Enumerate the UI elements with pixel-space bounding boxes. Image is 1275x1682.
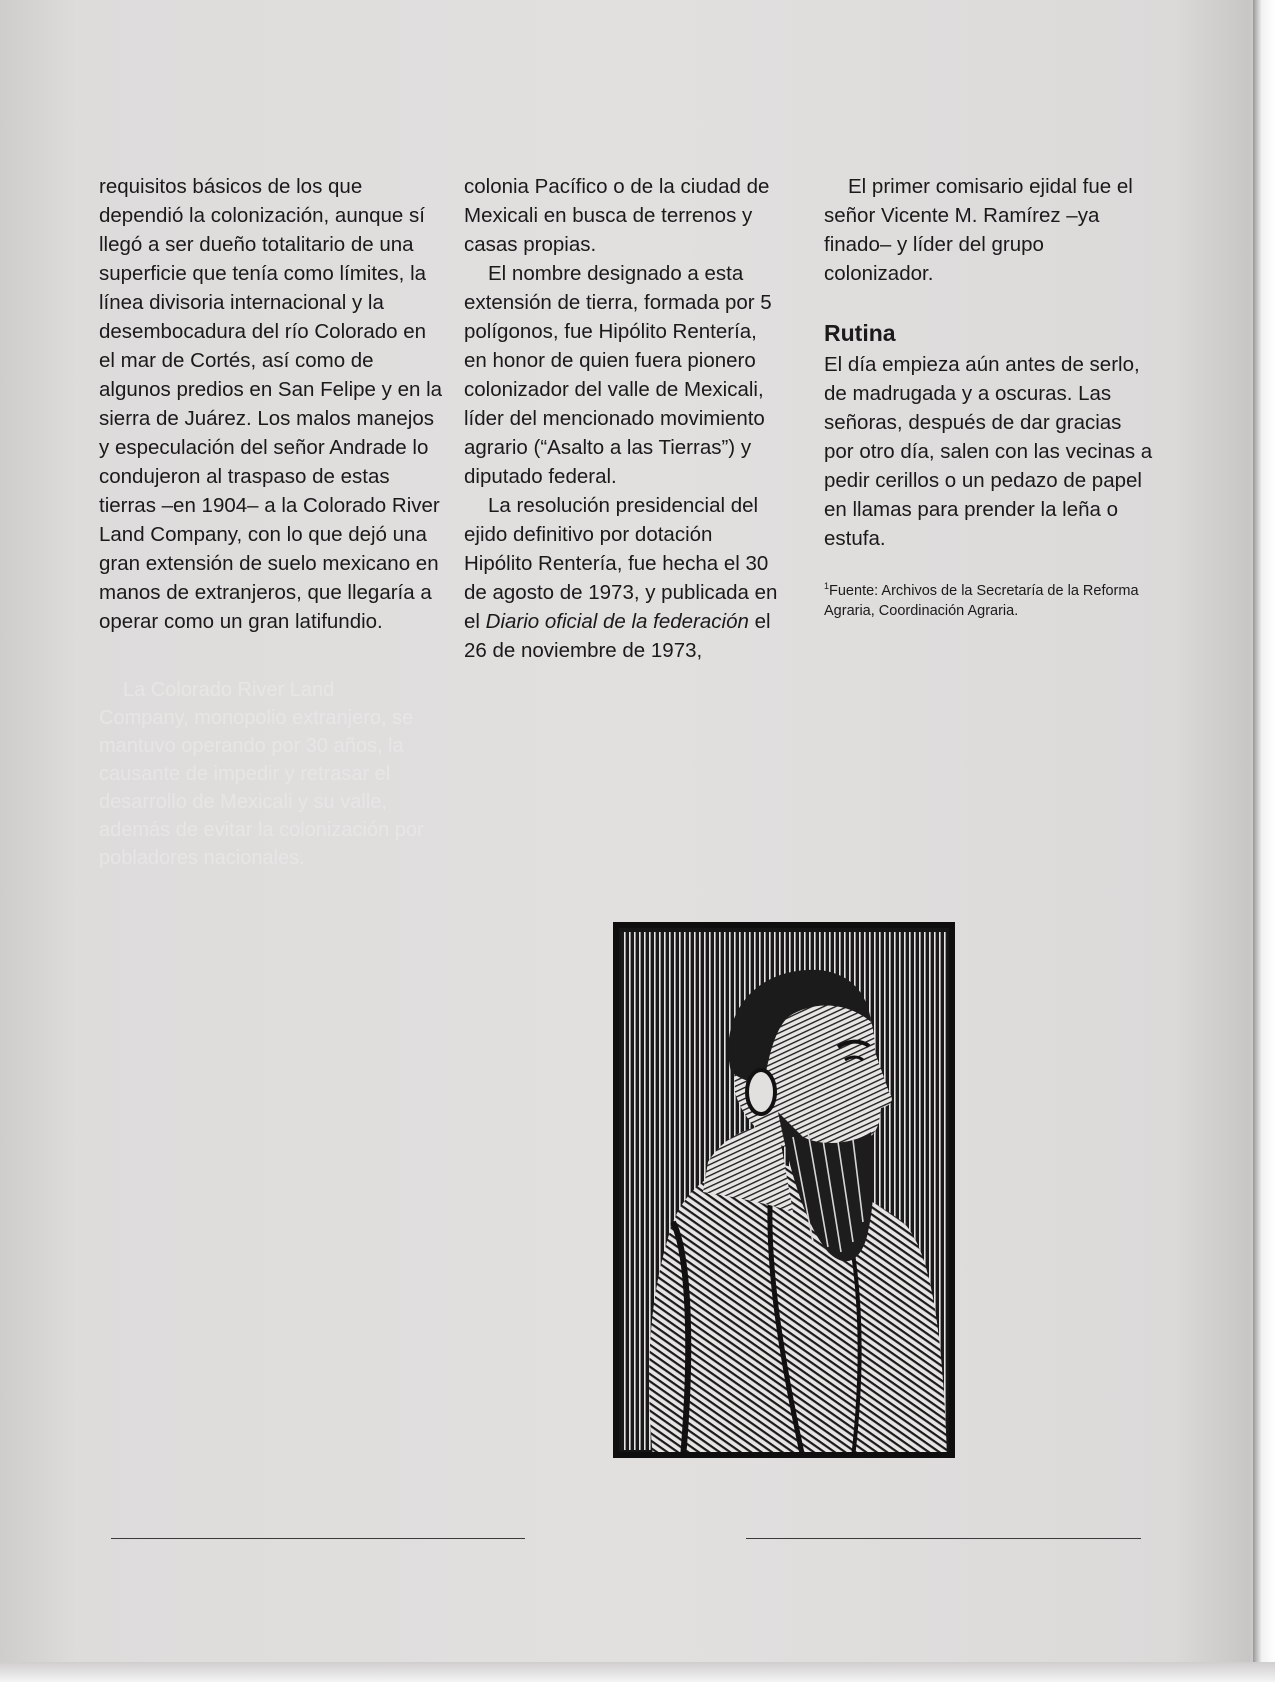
column2-paragraph-3 <box>464 491 784 665</box>
footnote <box>824 581 1154 621</box>
text-column-2 <box>464 172 784 665</box>
footer-rule-right <box>746 1538 1141 1539</box>
column3-paragraph-2: El día empieza aún antes de serlo, de madrugada y a oscuras. Las señoras, después de dar gracias por otro día, salen con las vecinas a pedir cerillos o un pedazo de papel en llamas para prender la leña o estufa. <box>824 353 1153 550</box>
woodcut-portrait-image <box>613 922 955 1458</box>
column2-paragraph-3-end: el 26 de noviembre de 1973, <box>464 610 771 662</box>
footer-rule-left <box>111 1538 525 1539</box>
scan-edge-bottom <box>0 1662 1275 1682</box>
footnote-text: Fuente: Archivos de la Secretaría de la Reforma Agraria, Coordinación Agraria. <box>824 583 1139 619</box>
column2-paragraph-3-start: La resolución presidencial del ejido definitivo por dotación Hipólito Rentería, fue hecha el 30 de agosto de 1973, y publicada en el <box>464 494 778 633</box>
show-through-text: La Colorado River Land Company, monopolio extranjero, se mantuvo operando por 30 años, la causante de impedir y retrasar el desarrollo de Mexicali y su valle, además de evitar la colonización por pobladores nacionales. <box>99 679 424 869</box>
column3-paragraph-1: El primer comisario ejidal fue el señor Vicente M. Ramírez –ya finado– y líder del grupo colonizador. <box>824 175 1133 285</box>
column1-paragraph-1: requisitos básicos de los que dependió la colonización, aunque sí llegó a ser dueño totalitario de una superficie que tenía como límites, la línea divisoria internacional y la desembocadura del río Colorado en el mar de Cortés, así como de algunos predios en San Felipe y en la sierra de Juárez. Los malos manejos y especulación del señor Andrade lo condujeron al traspaso de estas tierras –en 1904– a la Colorado River Land Company, con lo que dejó una gran extensión de suelo mexicano en manos de extranjeros, que llegaría a operar como un gran latifundio. <box>99 175 443 633</box>
portrait-icon <box>613 922 955 1458</box>
text-column-1 <box>99 172 444 636</box>
section-heading-rutina: Rutina <box>824 320 896 346</box>
column2-paragraph-1: colonia Pacífico o de la ciudad de Mexicali en busca de terrenos y casas propias. <box>464 175 770 256</box>
newspaper-title: Diario oficial de la federación <box>485 610 749 633</box>
scan-edge-right <box>1253 0 1275 1682</box>
footnote-mark: 1 <box>824 581 830 592</box>
column2-paragraph-2: El nombre designado a esta extensión de tierra, formada por 5 polígonos, fue Hipólito Rentería, en honor de quien fuera pionero colonizador del valle de Mexicali, líder del mencionado movimiento agrario (“Asalto a las Tierras”) y diputado federal. <box>464 262 772 488</box>
text-column-3 <box>824 172 1154 621</box>
